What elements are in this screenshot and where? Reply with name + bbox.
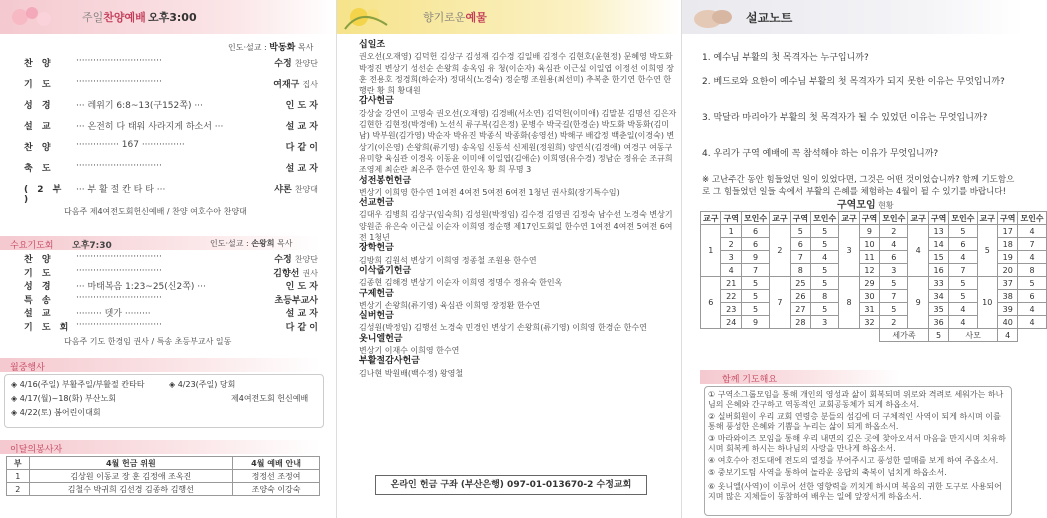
table-row: [701, 225, 1047, 238]
worship-footer: 다음주 제4여전도회헌신예배 / 찬양 여호수아 찬양대: [64, 207, 247, 216]
group-number: 33: [928, 277, 948, 290]
group-number: 34: [928, 290, 948, 303]
order-label: 기 도: [24, 80, 54, 90]
order-label: 성 경: [24, 101, 54, 111]
offering-names: 변상기 이재수 이희영 한수연: [359, 346, 460, 356]
total-label: 세가족: [880, 329, 929, 342]
table-cell: 김상원 이동교 장 훈 김정애 조옥진: [29, 470, 233, 483]
order-leader: 인 도 자: [285, 101, 318, 111]
event-item: 제4여전도회 헌신예배: [231, 394, 309, 403]
column-header: 구역: [997, 212, 1017, 225]
attendance: 6: [741, 238, 769, 251]
hands-icon: [688, 3, 740, 31]
table-row: [7, 470, 320, 483]
group-number: 35: [928, 303, 948, 316]
sermon-panel: [681, 0, 1044, 518]
attendance: 9: [741, 316, 769, 329]
question: 4. 우리가 구역 예배에 꼭 참석해야 하는 이유가 무엇입니까?: [702, 149, 939, 159]
event-item: ◈ 4/23(주일) 당회: [169, 380, 236, 389]
events-box: [4, 374, 324, 428]
offering-names: 권오선(오재영) 김덕헌 김상구 김성재 김수경 김일배 김정수 김현호(윤현정) 문혜영 박도화 박정진 변상기 성선순 손왕희 송옥임 유 청(이순자) 육심관 이근실 이일엽 이정선 이희영 장 훈 전용호 정경희(하순자) 정대식(노경숙) 정순행 조원용(최선미) 추복춘 한기연 한수연 한행란 황 희 황대원: [359, 52, 674, 96]
bank-account: 온라인 헌금 구좌 (부산은행) 097-01-013670-2 수정교회: [375, 475, 647, 495]
order-row: [24, 77, 318, 91]
question: 2. 베드로와 요한이 예수님 부활의 첫 목격자가 되지 못한 이유는 무엇입니까?: [702, 77, 1005, 87]
table-cell: 정정선 조정여: [233, 470, 320, 483]
group-number: 38: [997, 290, 1017, 303]
offering-section-title: 옷니엘헌금: [359, 333, 403, 344]
offering-section-title: 이삭줍기헌금: [359, 265, 412, 276]
offering-names: 변상기 이희영 한수연 1여전 4여전 5여전 6여전 1청년 권사회(장기특수임): [359, 187, 620, 197]
order-label: 설 교: [24, 122, 54, 132]
parish-number: 6: [701, 277, 721, 329]
question: 1. 예수님 부활의 첫 목격자는 누구입니까?: [702, 53, 869, 63]
wednesday-time: 오후7:30: [72, 241, 112, 251]
column-header: 구역: [790, 212, 810, 225]
offering-section-title: 장학헌금: [359, 243, 394, 254]
offering-section-title: 실버헌금: [359, 311, 394, 322]
prayer-banner: [700, 370, 900, 384]
group-number: 14: [928, 238, 948, 251]
order-row: [24, 252, 318, 266]
group-number: 26: [790, 290, 810, 303]
column-header: 모인수: [741, 212, 769, 225]
order-leader: 샤론 찬양대: [274, 185, 318, 195]
worship-host: 인도·설교 : 박동화 목사: [228, 43, 314, 53]
order-label: ( 2 부 ): [24, 185, 65, 205]
attendance: 5: [949, 277, 977, 290]
attendance: 4: [811, 251, 839, 264]
order-label: 찬 양: [24, 255, 54, 265]
attendance: 2: [880, 225, 908, 238]
attendance: 8: [1018, 264, 1046, 277]
table-cell: 2: [7, 483, 30, 496]
attendance: 5: [949, 225, 977, 238]
group-number: 9: [859, 225, 879, 238]
order-detail: ··· 부 활 절 칸 타 타 ···: [76, 185, 166, 195]
order-label: 찬 양: [24, 59, 54, 69]
groups-title: 구역모임 현황: [837, 200, 894, 211]
events-banner: [0, 358, 320, 372]
offering-names: 김성원(박정임) 김행선 노경숙 민경인 변상기 손왕희(류기영) 이희영 한경순 한수연: [359, 323, 647, 333]
group-number: 18: [997, 238, 1017, 251]
order-leader: 수정 찬양단: [274, 255, 318, 265]
attendance: 5: [741, 277, 769, 290]
total-label: 사모: [949, 329, 998, 342]
column-header: 모인수: [949, 212, 977, 225]
order-row: [24, 182, 318, 205]
order-leader: 초등부교사: [274, 295, 318, 306]
offering-names: 김종현 김해경 변상기 이순자 이희영 정명수 정유숙 한인옥: [359, 278, 563, 288]
group-number: 25: [790, 277, 810, 290]
offering-panel: [336, 0, 681, 518]
group-number: 37: [997, 277, 1017, 290]
wednesday-banner: [0, 236, 320, 250]
group-number: 40: [997, 316, 1017, 329]
total-value: 5: [928, 329, 948, 342]
column-header: 모인수: [811, 212, 839, 225]
group-number: 7: [790, 251, 810, 264]
attendance: 7: [1018, 238, 1046, 251]
sermon-banner: [682, 0, 1024, 34]
question: 3. 막달라 마리아가 부활의 첫 목격자가 될 수 있었던 이유는 무엇입니까?: [702, 113, 988, 123]
parish-number: 2: [770, 225, 790, 277]
group-number: 27: [790, 303, 810, 316]
order-row: [24, 279, 318, 293]
offering-names: 김나현 박원배(백수정) 왕영철: [359, 368, 464, 378]
table-row: [7, 483, 320, 496]
offering-names: 강상술 강연이 고영숙 권오선(오재영) 김경배(서소연) 김덕헌(이미애) 김말분 김명선 김은자 김현한 김현정(박경애) 노선식 류구복(김은정) 문병수 박국길(한경순) 박도화 박동화(김미남) 박부원(김가영) 박순자 박유진 박종식 박종화(송영선) 박해구 배갑정 백춘일(이경숙) 변상기(이은영) 손왕희(류기영) 송옥임 신동석 신제원(정원희) 양연식(김경애) 여경구 여동구 유미향 육심관 이경옥 이동윤 이미애 이일엽(김애순) 이희영(유수경) 정남순 정유순 조규희 조영제 최순란 최은주 한수연 한인옥 황 희 무명 3: [359, 108, 677, 175]
offering-names: 김대우 김병희 김상구(임숙희) 김성원(박정임) 김수경 김영권 김정숙 남수선 노경숙 변상기 양원준 유은숙 이근실 이순자 이희영 정순행 제17인도회일 한수연 1여전 4여전 5여전 6여전 1청년: [359, 210, 673, 243]
offering-section-title: 선교헌금: [359, 198, 394, 209]
volunteers-table: [6, 456, 320, 496]
column-header: 교구: [839, 212, 859, 225]
prayer-item: ⑤ 중보기도팀 사역을 통하여 놀라운 응답의 축복이 넘치게 하옵소서.: [708, 468, 947, 477]
attendance: 4: [1018, 316, 1046, 329]
attendance: 7: [880, 290, 908, 303]
parish-number: 8: [839, 277, 859, 329]
order-detail: ··· 마태복음 1:23~25(신2쪽) ···: [76, 282, 206, 292]
attendance: 4: [949, 251, 977, 264]
order-leader: 다 같 이: [285, 322, 318, 333]
parish-number: 7: [770, 277, 790, 329]
offering-section-title: 성전봉헌헌금: [359, 175, 412, 186]
events-title: 월중행사: [10, 363, 45, 373]
event-item: ◈ 4/17(월)~18(화) 부산노회: [11, 394, 116, 403]
order-detail: ······························: [76, 161, 162, 171]
group-number: 6: [790, 238, 810, 251]
order-label: 특 송: [24, 295, 54, 306]
attendance: 7: [949, 264, 977, 277]
group-number: 32: [859, 316, 879, 329]
group-number: 17: [997, 225, 1017, 238]
prayer-title: 함께 기도해요: [722, 375, 778, 385]
attendance: 6: [949, 238, 977, 251]
order-detail: ······························: [76, 265, 162, 276]
parish-number: 9: [908, 277, 928, 329]
group-number: 23: [721, 303, 741, 316]
wednesday-title: 수요기도회: [10, 241, 54, 251]
group-number: 19: [997, 251, 1017, 264]
prayer-item: ③ 마라와이즈 모임을 통해 우리 내면의 깊은 곳에 찾아오셔서 마음을 만지시며 치유하시며 회복케 하시는 하나님의 사랑을 만나게 하옵소서.: [708, 434, 1006, 453]
attendance: 5: [741, 290, 769, 303]
attendance: 5: [1018, 277, 1046, 290]
prayer-item: ② 실버회원이 우리 교회 연령층 분들의 섬김에 더 구체적인 사역이 되게 하시며 이를 통해 풍성한 은혜와 기쁨을 누리는 삶이 되게 하옵소서.: [708, 412, 1001, 431]
parish-number: 1: [701, 225, 721, 277]
prayer-item: ④ 여호수아 전도대에 전도의 열정을 부어주시고 풍성한 열매를 보게 하여 주옵소서.: [708, 456, 999, 465]
order-row: [24, 161, 318, 175]
attendance: 5: [811, 225, 839, 238]
group-number: 10: [859, 238, 879, 251]
table-row: [701, 277, 1047, 290]
group-number: 36: [928, 316, 948, 329]
parish-number: 5: [977, 225, 997, 277]
column-header: 부: [7, 457, 30, 470]
attendance: 5: [811, 303, 839, 316]
offering-section-title: 부활절감사헌금: [359, 356, 420, 367]
group-number: 8: [790, 264, 810, 277]
group-number: 22: [721, 290, 741, 303]
attendance: 7: [741, 264, 769, 277]
offering-section-title: 감사헌금: [359, 96, 394, 107]
group-number: 13: [928, 225, 948, 238]
order-leader: 설 교 자: [285, 122, 318, 132]
worship-panel: [0, 0, 336, 518]
volunteers-title: 이달의봉사자: [10, 445, 63, 455]
order-detail: ······························: [76, 252, 162, 262]
parish-number: 3: [839, 225, 859, 277]
order-row: [24, 266, 318, 280]
group-number: 3: [721, 251, 741, 264]
prayer-item: ① 구역소그룹모임을 통해 개인의 영성과 삶이 회복되며 위로와 격려로 세워가는 하나님의 은혜와 간구하고 역동적인 교회공동체가 되게 하옵소서.: [708, 390, 1004, 409]
order-detail: ······························: [76, 292, 162, 303]
order-row: [24, 56, 318, 70]
order-leader: 김향선 권사: [273, 268, 318, 279]
offering-section-title: 십일조: [359, 40, 386, 50]
order-label: 성 경: [24, 282, 54, 292]
attendance: 3: [811, 316, 839, 329]
total-value: 4: [997, 329, 1017, 342]
sermon-note: ※ 고난주간 동안 힘들었던 일이 있었다면, 그것은 어떤 것이었습니까? 함께 기도함으로 그 힘들었던 일들 속에서 부활의 은혜를 체험하는 4월이 될 수 있기를 바랍니다!: [702, 175, 1015, 197]
column-header: 교구: [701, 212, 721, 225]
attendance: 4: [949, 316, 977, 329]
order-row: [24, 119, 318, 133]
order-row: [24, 306, 318, 320]
offering-list: [359, 40, 677, 379]
order-leader: 설 교 자: [285, 164, 318, 174]
table-header-row: [7, 457, 320, 470]
parish-number: 4: [908, 225, 928, 277]
column-header: 구역: [928, 212, 948, 225]
order-detail: ········· 뎃가 ·········: [76, 309, 151, 319]
group-number: 31: [859, 303, 879, 316]
offering-section-title: 구제헌금: [359, 288, 394, 299]
attendance: 2: [880, 316, 908, 329]
attendance: 3: [880, 264, 908, 277]
flower-icon: [6, 3, 58, 31]
attendance: 6: [1018, 290, 1046, 303]
group-number: 2: [721, 238, 741, 251]
attendance: 5: [811, 238, 839, 251]
order-label: 기 도: [24, 268, 54, 279]
order-leader: 인 도 자: [285, 282, 318, 292]
prayer-item: ⑥ 옷니엘(사역)이 이루어 선한 영향력을 끼치게 하시며 복음의 귀한 도구로 사용되어지며 많은 지체들이 동참하여 배우는 일에 앞장서게 하옵소서.: [708, 482, 1002, 501]
order-row: [24, 140, 318, 154]
table-cell: 김철수 박귀희 김선경 김종하 김행선: [29, 483, 233, 496]
column-header: 교구: [908, 212, 928, 225]
column-header: 구역: [859, 212, 879, 225]
attendance: 4: [1018, 251, 1046, 264]
attendance: 5: [880, 277, 908, 290]
event-item: ◈ 4/22(토) 봄어린이대회: [11, 408, 101, 417]
attendance: 5: [741, 303, 769, 316]
wednesday-footer: 다음주 기도 한경임 권사 / 특송 초등부교사 일동: [64, 337, 232, 346]
group-number: 11: [859, 251, 879, 264]
order-leader: 수정 찬양단: [274, 59, 318, 69]
group-number: 15: [928, 251, 948, 264]
offering-banner: [337, 0, 681, 34]
order-leader: 여재구 집사: [273, 80, 318, 90]
attendance: 6: [741, 225, 769, 238]
group-number: 5: [790, 225, 810, 238]
order-row: [24, 293, 318, 307]
offering-names: 김방희 김원석 변상기 이희영 정종철 조원용 한수연: [359, 255, 537, 265]
group-number: 24: [721, 316, 741, 329]
order-row: [24, 98, 318, 112]
worship-title: 주일찬양예배: [82, 11, 146, 24]
group-number: 28: [790, 316, 810, 329]
worship-time: 오후3:00: [148, 11, 197, 24]
volunteers-banner: [0, 440, 320, 454]
offering-title: 향기로운예물: [423, 11, 487, 24]
group-number: 12: [859, 264, 879, 277]
column-header: 4월 예배 안내: [233, 457, 320, 470]
attendance: 6: [880, 251, 908, 264]
order-label: 찬 양: [24, 143, 54, 153]
order-detail: ······························: [76, 319, 162, 330]
table-cell: 조양숙 이강숙: [233, 483, 320, 496]
order-label: 기 도 회: [24, 322, 72, 333]
attendance: 4: [1018, 225, 1046, 238]
order-detail: ······························: [76, 56, 162, 66]
attendance: 4: [880, 238, 908, 251]
sermon-title: 설교노트: [746, 11, 793, 25]
offering-names: 변상기 손왕희(류기영) 육심관 이희영 장정환 한수연: [359, 300, 541, 310]
order-detail: ··· 온전히 다 태워 사라지게 하소서 ···: [76, 122, 224, 132]
group-number: 4: [721, 264, 741, 277]
parish-number: 10: [977, 277, 997, 329]
group-number: 21: [721, 277, 741, 290]
wednesday-host: 인도·설교 : 손왕희 목사: [210, 239, 293, 248]
group-number: 16: [928, 264, 948, 277]
attendance: 5: [811, 264, 839, 277]
order-detail: ··· 레위기 6:8~13(구152쪽) ···: [76, 101, 203, 111]
attendance: 9: [741, 251, 769, 264]
order-row: [24, 320, 318, 334]
order-detail: ··············· 167 ···············: [76, 140, 185, 150]
group-number: 30: [859, 290, 879, 303]
group-number: 39: [997, 303, 1017, 316]
attendance: 4: [1018, 303, 1046, 316]
attendance: 5: [880, 303, 908, 316]
flower-icon: [343, 3, 395, 31]
table-row: [701, 329, 1047, 342]
groups-table: [700, 211, 1047, 342]
order-label: 설 교: [24, 309, 54, 319]
order-label: 축 도: [24, 164, 54, 174]
column-header: 4월 헌금 위원: [29, 457, 233, 470]
column-header: 교구: [770, 212, 790, 225]
event-item: ◈ 4/16(주일) 부활주일/부활절 칸타타: [11, 380, 145, 389]
order-detail: ······························: [76, 77, 162, 87]
column-header: 모인수: [1018, 212, 1046, 225]
order-leader: 다 같 이: [285, 143, 318, 153]
column-header: 구역: [721, 212, 741, 225]
attendance: 5: [811, 277, 839, 290]
attendance: 4: [949, 303, 977, 316]
attendance: 8: [811, 290, 839, 303]
attendance: 5: [949, 290, 977, 303]
order-leader: 설 교 자: [285, 309, 318, 319]
group-number: 29: [859, 277, 879, 290]
table-cell: 1: [7, 470, 30, 483]
column-header: 모인수: [880, 212, 908, 225]
worship-banner: [0, 0, 336, 34]
table-header-row: [701, 212, 1047, 225]
column-header: 교구: [977, 212, 997, 225]
group-number: 1: [721, 225, 741, 238]
group-number: 20: [997, 264, 1017, 277]
